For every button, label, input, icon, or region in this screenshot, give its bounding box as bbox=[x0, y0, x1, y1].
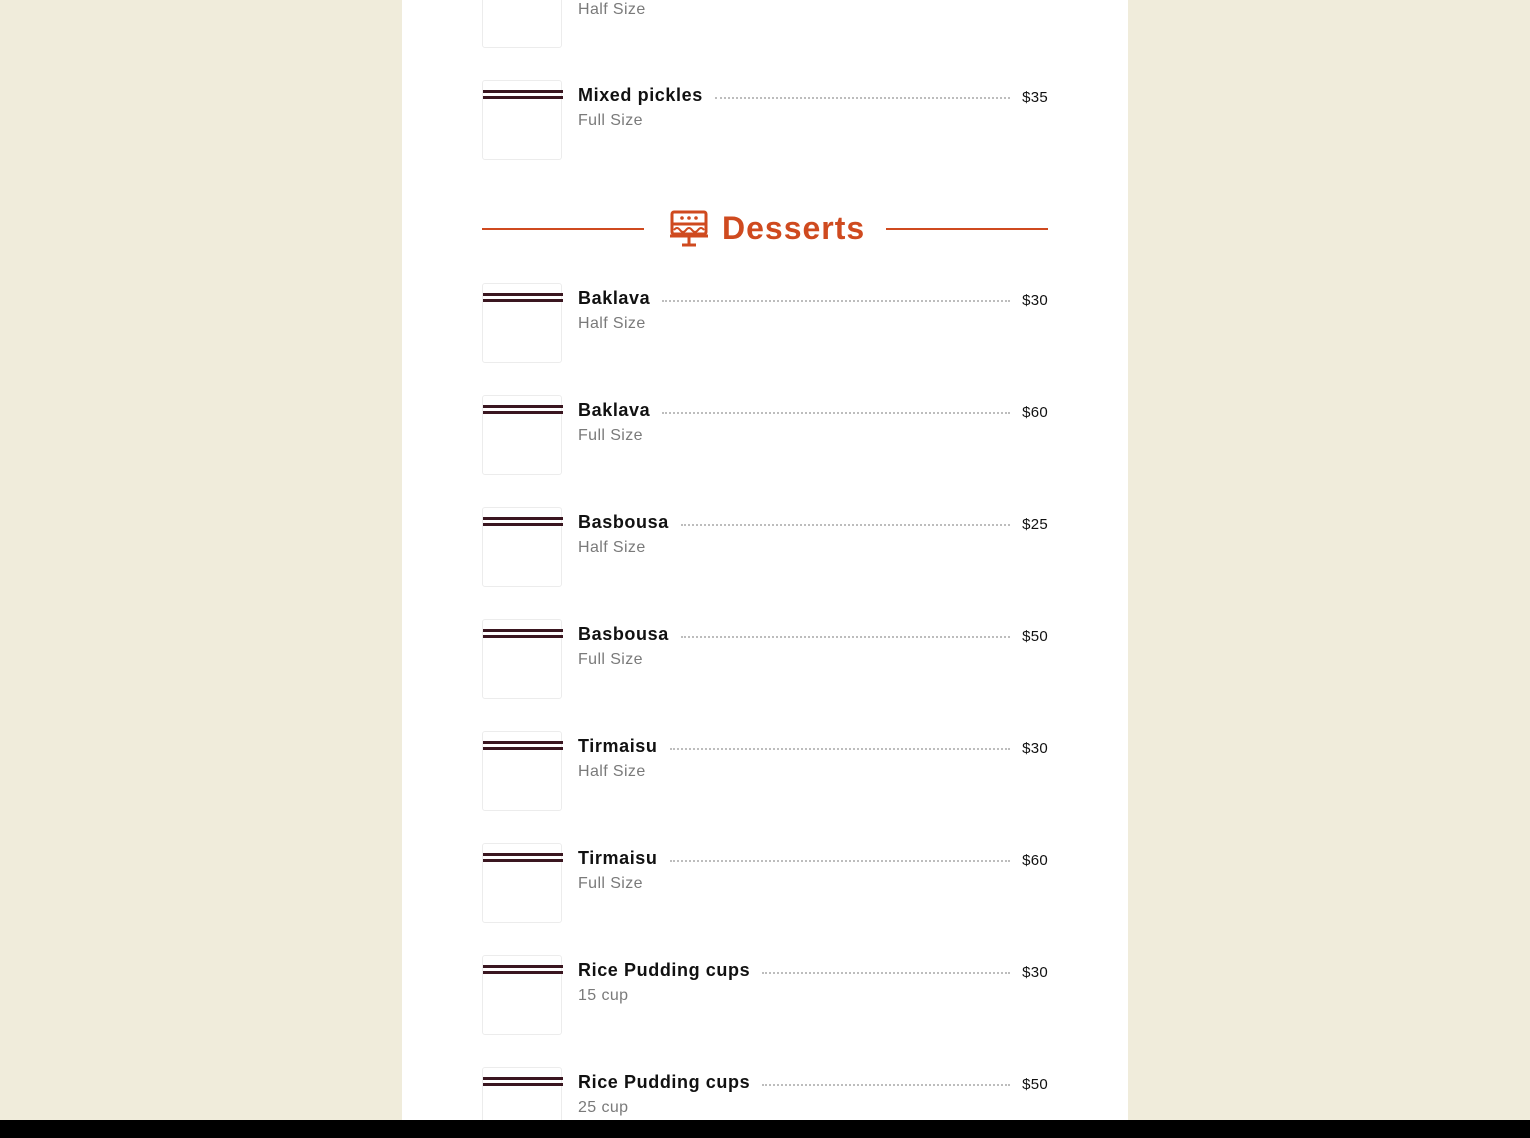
menu-item[interactable] bbox=[482, 507, 1048, 587]
dotted-leader bbox=[762, 972, 1010, 974]
menu-item[interactable] bbox=[482, 0, 1048, 48]
dotted-leader bbox=[662, 412, 1010, 414]
item-description: Half Size bbox=[578, 539, 646, 556]
item-name: Tirmaisu bbox=[578, 735, 658, 756]
item-description: Half Size bbox=[578, 763, 646, 780]
item-thumbnail bbox=[482, 1067, 562, 1120]
item-thumbnail bbox=[482, 0, 562, 48]
item-description: Full Size bbox=[578, 427, 643, 444]
dotted-leader bbox=[681, 524, 1010, 526]
bottom-bar bbox=[0, 1120, 1530, 1138]
item-thumbnail bbox=[482, 80, 562, 160]
item-name: Baklava bbox=[578, 287, 651, 308]
divider bbox=[482, 228, 644, 230]
item-name: Basbousa bbox=[578, 623, 669, 644]
item-price: $30 bbox=[1022, 739, 1048, 757]
menu-item[interactable] bbox=[482, 843, 1048, 923]
item-description: Full Size bbox=[578, 112, 643, 129]
menu-item[interactable] bbox=[482, 1067, 1048, 1120]
cake-icon bbox=[668, 210, 710, 248]
item-name: Rice Pudding cups bbox=[578, 959, 751, 980]
item-price: $50 bbox=[1022, 1075, 1048, 1093]
menu-item[interactable] bbox=[482, 80, 1048, 160]
item-price: $30 bbox=[1022, 291, 1048, 309]
item-price: $25 bbox=[1022, 515, 1048, 533]
item-description: Full Size bbox=[578, 651, 643, 668]
item-price: $35 bbox=[1022, 88, 1048, 106]
item-price: $60 bbox=[1022, 851, 1048, 869]
item-thumbnail bbox=[482, 619, 562, 699]
item-thumbnail bbox=[482, 843, 562, 923]
item-price: $60 bbox=[1022, 403, 1048, 421]
item-name: Rice Pudding cups bbox=[578, 1071, 751, 1092]
item-description: 15 cup bbox=[578, 987, 629, 1004]
item-thumbnail bbox=[482, 395, 562, 475]
item-description: Full Size bbox=[578, 875, 643, 892]
menu-item[interactable] bbox=[482, 395, 1048, 475]
menu-item[interactable] bbox=[482, 619, 1048, 699]
divider bbox=[886, 228, 1048, 230]
item-price: $30 bbox=[1022, 963, 1048, 981]
item-description: Half Size bbox=[578, 315, 646, 332]
menu-item[interactable] bbox=[482, 731, 1048, 811]
item-thumbnail bbox=[482, 955, 562, 1035]
dotted-leader bbox=[670, 748, 1011, 750]
item-price: $50 bbox=[1022, 627, 1048, 645]
dotted-leader bbox=[681, 636, 1010, 638]
item-thumbnail bbox=[482, 731, 562, 811]
menu-item[interactable] bbox=[482, 955, 1048, 1035]
dotted-leader bbox=[762, 1084, 1010, 1086]
section-heading bbox=[482, 204, 1048, 254]
menu-panel bbox=[402, 0, 1128, 1120]
item-thumbnail bbox=[482, 507, 562, 587]
section-title: Desserts bbox=[722, 210, 866, 246]
item-thumbnail bbox=[482, 283, 562, 363]
dotted-leader bbox=[670, 860, 1011, 862]
item-name: Basbousa bbox=[578, 511, 669, 532]
item-name: Tirmaisu bbox=[578, 847, 658, 868]
dotted-leader bbox=[715, 97, 1010, 99]
menu-item[interactable] bbox=[482, 283, 1048, 363]
dotted-leader bbox=[662, 300, 1010, 302]
item-description: Half Size bbox=[578, 1, 646, 18]
item-description: 25 cup bbox=[578, 1099, 629, 1116]
item-name: Baklava bbox=[578, 399, 651, 420]
item-name: Mixed pickles bbox=[578, 84, 703, 105]
